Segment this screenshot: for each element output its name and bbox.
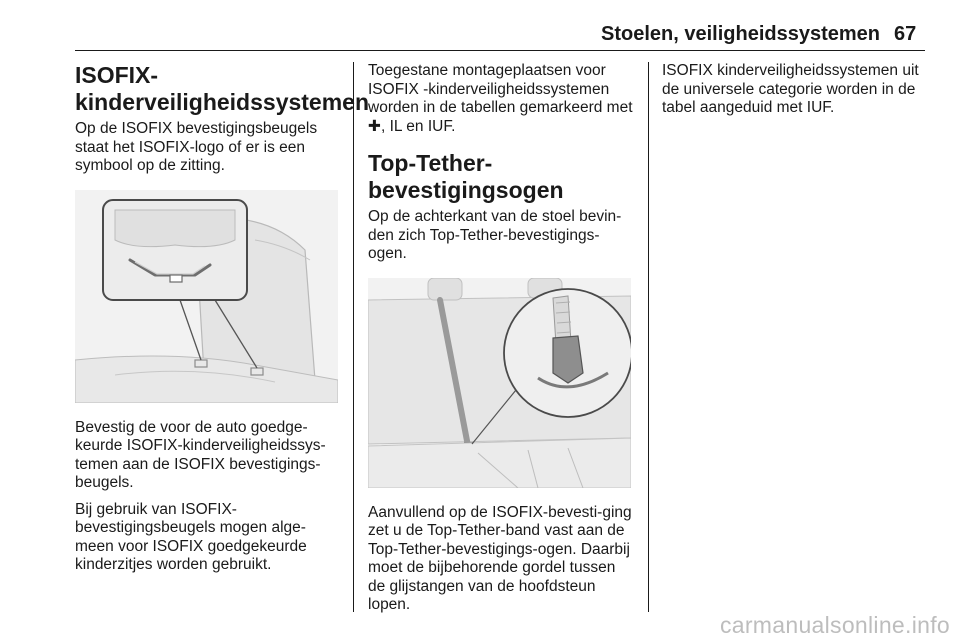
mounting-positions-paragraph [368,62,636,136]
top-tether-heading [368,150,636,204]
isofix-heading-line2: kinderveiligheidssystemen [75,89,370,115]
isofix-usage-paragraph: Bij gebruik van ISOFIX-bevestigingsbeugels mogen alge-meen voor ISOFIX goedgekeurde kinderzitjes worden gebruikt. [75,500,307,573]
top-tether-location-paragraph: Op de achterkant van de stoel bevin-den zich Top-Tether-bevestigings-ogen. [368,208,622,262]
column-3 [662,62,928,126]
page-number: 67 [894,23,917,45]
mounting-positions-text-b: , IL en IUF. [381,117,456,135]
isofix-heading-line1: ISOFIX- [75,62,159,88]
column-divider-2 [648,62,649,612]
mounting-positions-text-a: Toegestane montageplaatsen voor ISOFIX -kinderveiligheidssystemen worden in de tabellen gemarkeerd met [368,62,633,116]
top-tether-instructions-paragraph: Aanvullend op de ISOFIX-bevesti-ging zet u de Top-Tether-band vast aan de Top-Tether-bevestigings-ogen. Daarbij moet de bijbehorende gordel tussen de glijstangen van de hoofdsteun lopen. [368,503,632,613]
header-rule [75,50,925,51]
isofix-mounting-paragraph: Bevestig de voor de auto goedge-keurde ISOFIX-kinderveiligheidssys-temen aan de ISOFIX bevestigings-beugels. [75,418,326,491]
iuf-category-paragraph: ISOFIX kinderveiligheidssystemen uit de universele categorie worden in de tabel aangeduid met IUF. [662,62,919,116]
top-tether-heading-line1: Top-Tether- [368,150,493,176]
column-divider-1 [353,62,354,612]
isofix-anchor-illustration [75,190,338,403]
top-tether-heading-line2: bevestigingsogen [368,177,564,203]
plus-symbol-icon: ✚ [368,117,381,135]
isofix-intro-paragraph: Op de ISOFIX bevestigingsbeugels staat het ISOFIX-logo of er is een symbool op de zitting. [75,120,318,174]
watermark: carmanualsonline.info [719,612,950,638]
isofix-heading [75,62,370,116]
top-tether-illustration [368,278,631,488]
running-header-title: Stoelen, veiligheidssystemen [601,23,880,45]
column-2 [368,62,636,623]
column-1 [75,62,370,583]
